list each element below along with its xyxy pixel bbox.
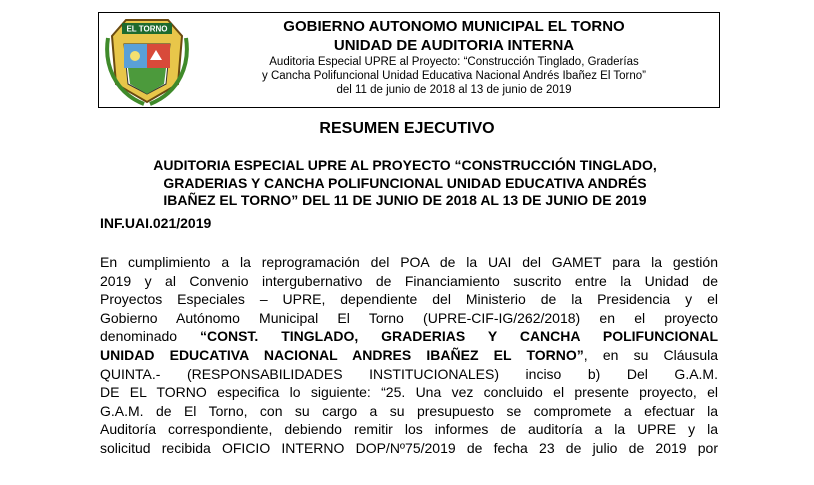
body-line (100, 327, 718, 346)
report-reference: INF.UAI.021/2019 (100, 215, 212, 231)
body-line: Gobierno Autónomo Municipal El Torno (UPRE-CIF-IG/262/2018) en el proyecto (100, 309, 718, 326)
body-line: En cumplimiento a la reprogramación del POA de la UAI del GAMET para la gestión (100, 254, 718, 270)
header-subtitle-3: del 11 de junio de 2018 al 13 de junio de 2019 (336, 84, 572, 96)
logo-text: EL TORNO (126, 24, 168, 34)
project-name-bold: “CONST. TINGLADO, GRADERIAS Y CANCHA POLIFUNCIONAL (199, 328, 718, 345)
body-line: Auditoría correspondiente, debiendo remitir los informes de auditoría a la UPRE y la (100, 421, 718, 438)
body-paragraph (100, 253, 718, 458)
page-title: RESUMEN EJECUTIVO (319, 120, 495, 137)
body-line: QUINTA.- (RESPONSABILIDADES INSTITUCIONALES) inciso b) Del G.A.M. (100, 365, 718, 382)
audit-title-line: AUDITORIA ESPECIAL UPRE AL PROYECTO “CONSTRUCCIÓN TINGLADO, (153, 157, 657, 173)
unit-name: UNIDAD DE AUDITORIA INTERNA (333, 37, 575, 54)
body-text: denominado (100, 328, 178, 345)
org-name: GOBIERNO AUTONOMO MUNICIPAL EL TORNO (283, 18, 625, 35)
audit-title-line: GRADERIAS Y CANCHA POLIFUNCIONAL UNIDAD EDUCATIVA ANDRÉS (163, 174, 647, 191)
municipal-coat-of-arms (104, 14, 190, 106)
body-line: 2019 y al Convenio intergubernativo de Financiamiento suscrito entre la Unidad de (100, 272, 718, 289)
project-name-bold: UNIDAD EDUCATIVA NACIONAL ANDRES IBAÑEZ EL TORNO” (100, 346, 584, 363)
body-line: Proyectos Especiales – UPRE, dependiente del Ministerio de la Presidencia y el (100, 291, 718, 308)
body-line: DE EL TORNO especifica lo siguiente: “25. Una vez concluido el presente proyecto, el (100, 384, 718, 401)
body-text: , en su Cláusula (583, 346, 718, 363)
body-line: solicitud recibida OFICIO INTERNO DOP/Nº75/2019 de fecha 23 de julio de 2019 por (100, 439, 718, 456)
body-line (100, 346, 718, 365)
audit-title-line: IBAÑEZ EL TORNO” DEL 11 DE JUNIO DE 2018 AL 13 DE JUNIO DE 2019 (163, 192, 647, 208)
header-subtitle-2: y Cancha Polifuncional Unidad Educativa Nacional Andrés Ibañez El Torno” (262, 70, 646, 82)
audit-title (100, 157, 710, 210)
body-line: G.A.M. de El Torno, con su cargo a su presupuesto se compromete a efectuar la (100, 402, 718, 419)
header-subtitle-1: Auditoria Especial UPRE al Proyecto: “Construcción Tinglado, Graderías (269, 56, 639, 68)
header-text (192, 14, 716, 97)
